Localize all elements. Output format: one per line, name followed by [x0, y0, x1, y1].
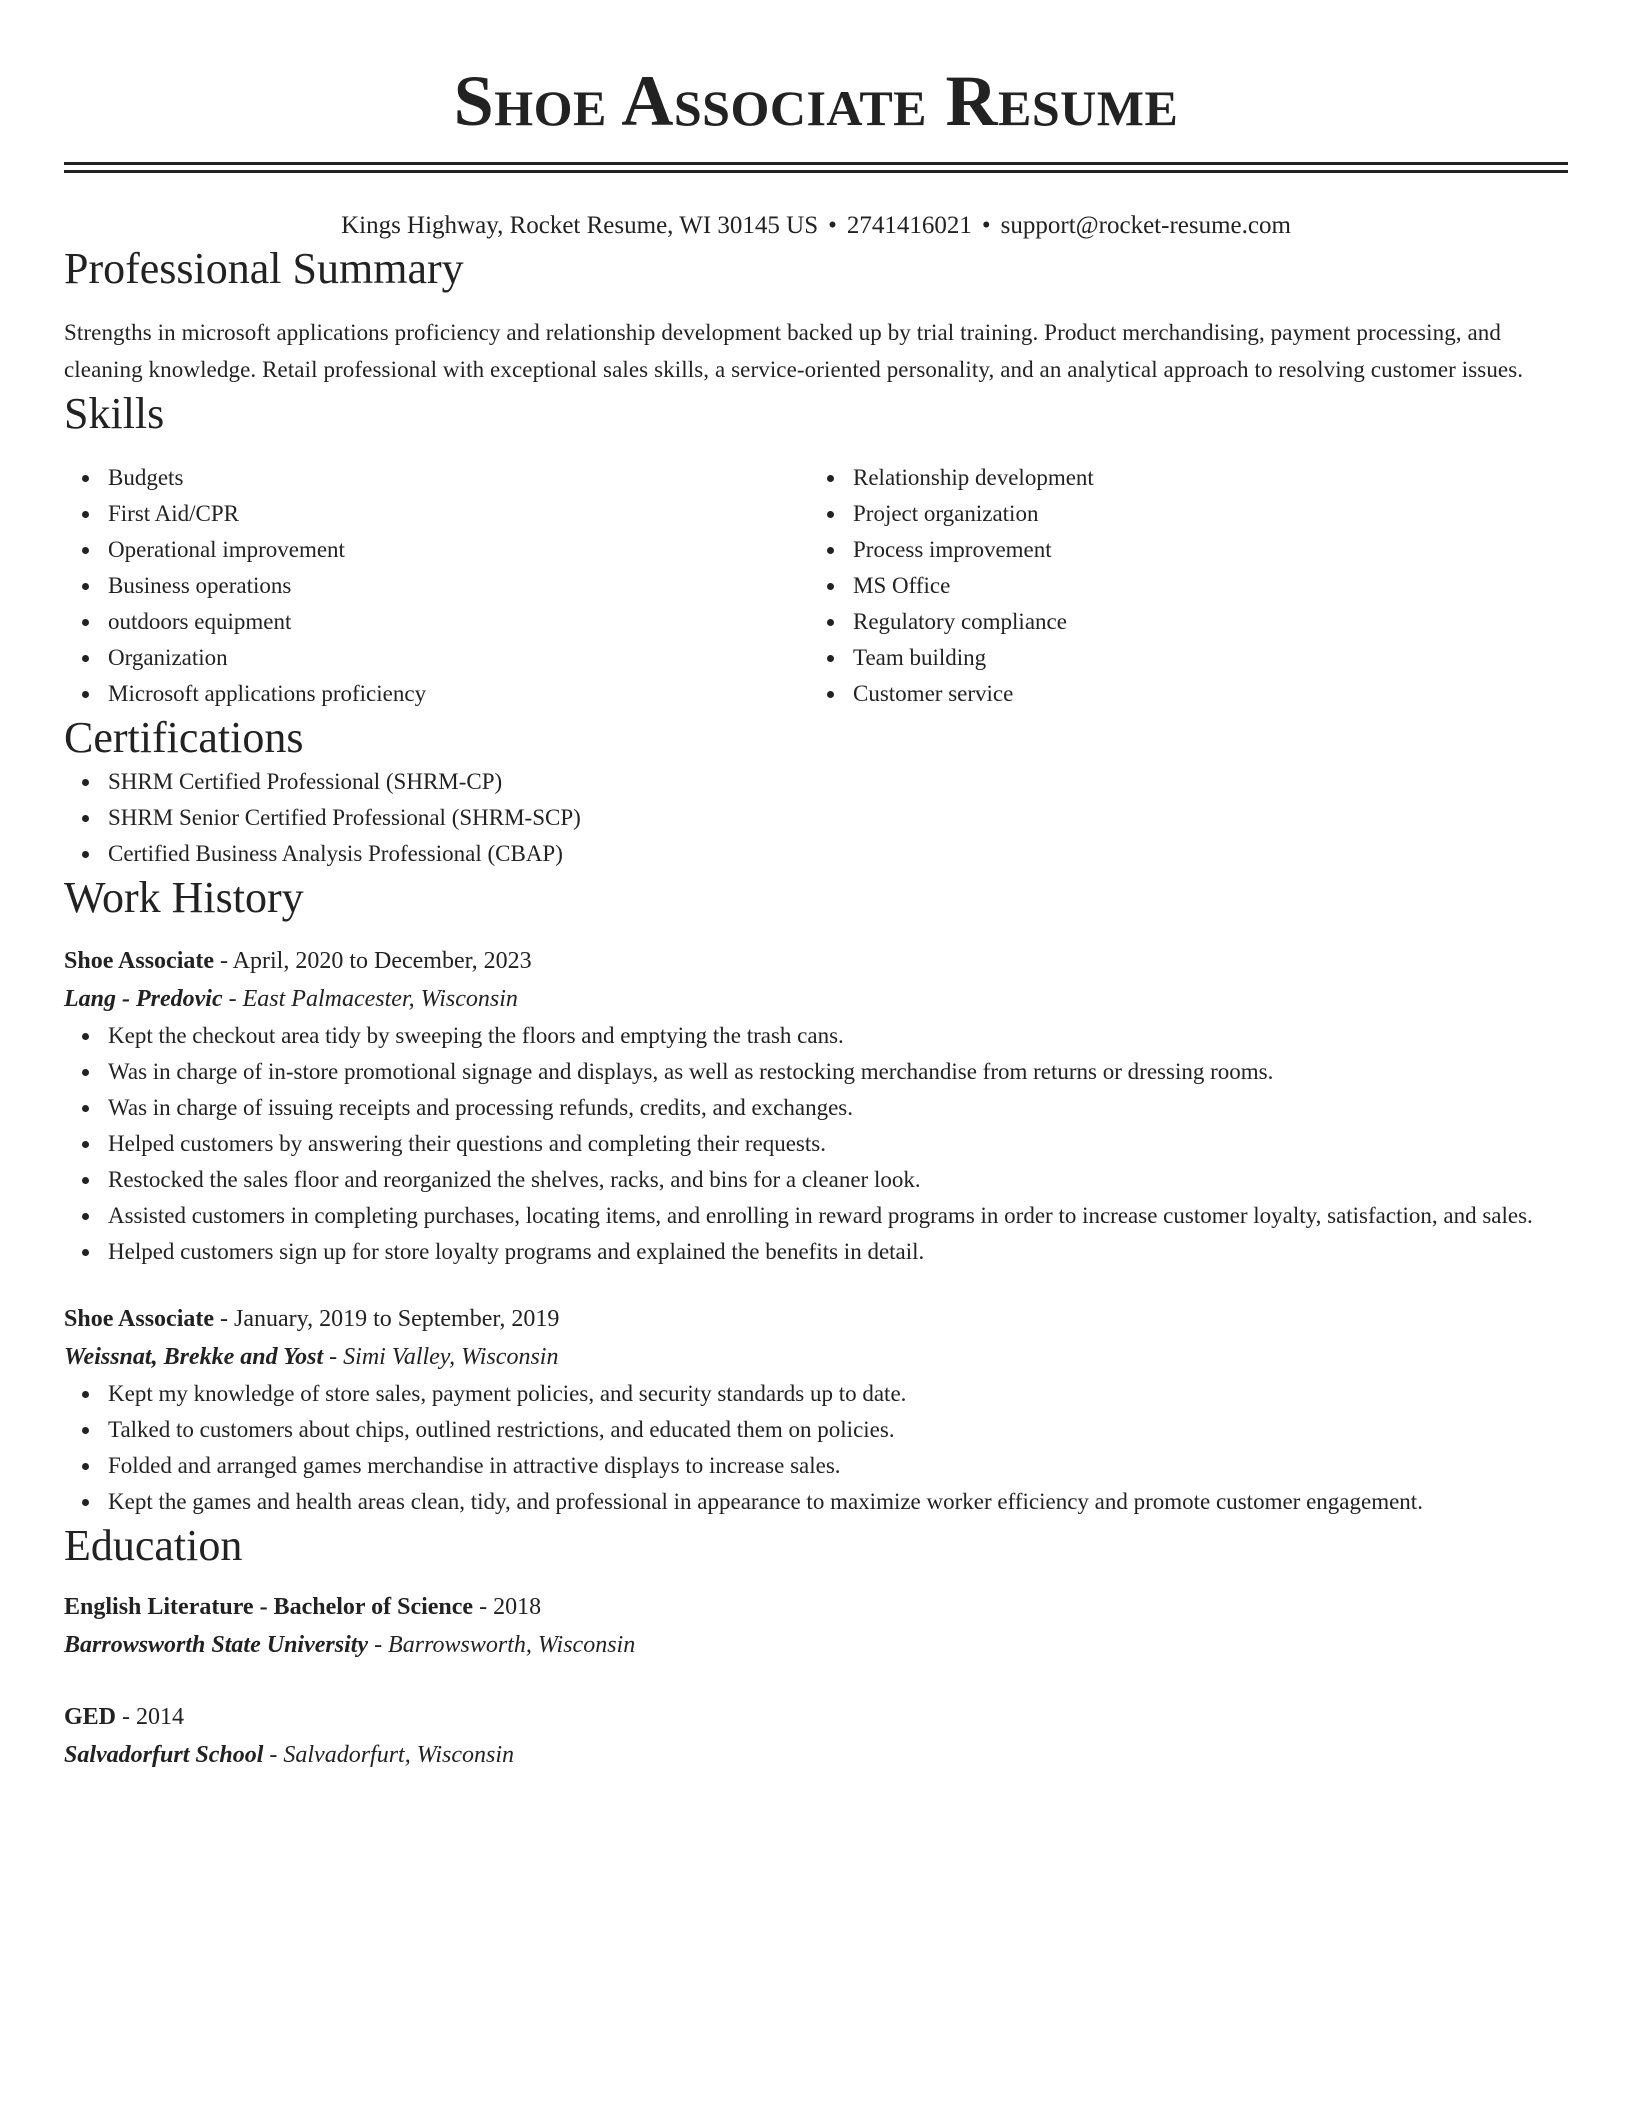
job-duty: Kept the games and health areas clean, tidy, and professional in appearance to maximize worker efficiency and promote customer engagement. [108, 1484, 1568, 1520]
education-year: - 2018 [473, 1594, 542, 1620]
job-duty: Helped customers by answering their questions and completing their requests. [108, 1126, 1568, 1162]
job-company: Weissnat, Brekke and Yost [64, 1344, 324, 1370]
job-location: - Simi Valley, Wisconsin [323, 1344, 559, 1370]
skill-item: Budgets [108, 460, 809, 496]
education-entry [64, 1698, 1568, 1774]
skill-item: Microsoft applications proficiency [108, 676, 809, 712]
skill-item: MS Office [853, 568, 1554, 604]
education-school-line [64, 1626, 1568, 1664]
certifications-heading: Certifications [64, 713, 304, 762]
contact-address: Kings Highway, Rocket Resume, WI 30145 US [341, 212, 819, 239]
job-title-line [64, 942, 1568, 980]
title-double-rule [64, 162, 1568, 173]
job-title: Shoe Associate [64, 1306, 214, 1332]
education-school-line [64, 1736, 1568, 1774]
education-school: Barrowsworth State University [64, 1632, 369, 1658]
skill-item: Organization [108, 640, 809, 676]
education-degree-line [64, 1588, 1568, 1626]
skill-item: Regulatory compliance [853, 604, 1554, 640]
job-entry [64, 942, 1568, 1270]
job-duty: Was in charge of in-store promotional signage and displays, as well as restocking merchandise from returns or dressing rooms. [108, 1054, 1568, 1090]
job-duty: Kept my knowledge of store sales, payment policies, and security standards up to date. [108, 1376, 1568, 1412]
skills-columns [64, 460, 1568, 712]
job-entry [64, 1300, 1568, 1520]
skill-item: Customer service [853, 676, 1554, 712]
skill-item: Project organization [853, 496, 1554, 532]
job-duty: Helped customers sign up for store loyalty programs and explained the benefits in detail. [108, 1234, 1568, 1270]
job-company-line [64, 1338, 1568, 1376]
certifications-list [64, 764, 1568, 872]
skill-item: Relationship development [853, 460, 1554, 496]
skill-item: Operational improvement [108, 532, 809, 568]
summary-text: Strengths in microsoft applications proficiency and relationship development backed up by trial training. Product merchandising, payment processing, and cleaning knowledge. Retail professional with exceptional sales skills, a service-oriented personality, and an analytical approach to resolving customer issues. [64, 320, 1524, 382]
job-title-line [64, 1300, 1568, 1338]
job-location: - East Palmacester, Wisconsin [222, 986, 518, 1012]
job-duty: Restocked the sales floor and reorganized the shelves, racks, and bins for a cleaner look. [108, 1162, 1568, 1198]
education-heading: Education [64, 1521, 243, 1570]
skill-item: First Aid/CPR [108, 496, 809, 532]
summary-heading: Professional Summary [64, 244, 464, 293]
education-location: - Salvadorfurt, Wisconsin [263, 1742, 515, 1768]
education-degree: English Literature - Bachelor of Science [64, 1594, 474, 1620]
skills-left-list [64, 460, 809, 712]
certification-item: SHRM Certified Professional (SHRM-CP) [108, 764, 1568, 800]
contact-separator: • [828, 212, 837, 239]
skill-item: Business operations [108, 568, 809, 604]
job-company-line [64, 980, 1568, 1018]
skills-right-list [809, 460, 1554, 712]
education-location: - Barrowsworth, Wisconsin [368, 1632, 636, 1658]
contact-email: support@rocket-resume.com [1000, 212, 1291, 239]
work-history-heading: Work History [64, 873, 304, 922]
certification-item: Certified Business Analysis Professional (CBAP) [108, 836, 1568, 872]
job-duty: Kept the checkout area tidy by sweeping the floors and emptying the trash cans. [108, 1018, 1568, 1054]
job-title: Shoe Associate [64, 948, 214, 974]
resume-title: Shoe Associate Resume [453, 61, 1179, 141]
education-year: - 2014 [116, 1704, 185, 1730]
education-degree-line [64, 1698, 1568, 1736]
skills-heading: Skills [64, 389, 165, 438]
skill-item: Process improvement [853, 532, 1554, 568]
job-duties-list [64, 1376, 1568, 1520]
job-duty: Folded and arranged games merchandise in attractive displays to increase sales. [108, 1448, 1568, 1484]
skill-item: outdoors equipment [108, 604, 809, 640]
job-dates: - January, 2019 to September, 2019 [214, 1306, 560, 1332]
contact-phone: 2741416021 [846, 212, 972, 239]
job-company: Lang - Predovic [64, 986, 223, 1012]
education-degree: GED [64, 1704, 117, 1730]
education-school: Salvadorfurt School [64, 1742, 264, 1768]
job-duty: Was in charge of issuing receipts and processing refunds, credits, and exchanges. [108, 1090, 1568, 1126]
job-duties-list [64, 1018, 1568, 1270]
job-dates: - April, 2020 to December, 2023 [214, 948, 532, 974]
certification-item: SHRM Senior Certified Professional (SHRM-SCP) [108, 800, 1568, 836]
education-entry [64, 1588, 1568, 1664]
contact-separator: • [981, 212, 991, 239]
job-duty: Assisted customers in completing purchases, locating items, and enrolling in reward programs in order to increase customer loyalty, satisfaction, and sales. [108, 1198, 1568, 1234]
skill-item: Team building [853, 640, 1554, 676]
job-duty: Talked to customers about chips, outlined restrictions, and educated them on policies. [108, 1412, 1568, 1448]
contact-line [64, 209, 1568, 243]
